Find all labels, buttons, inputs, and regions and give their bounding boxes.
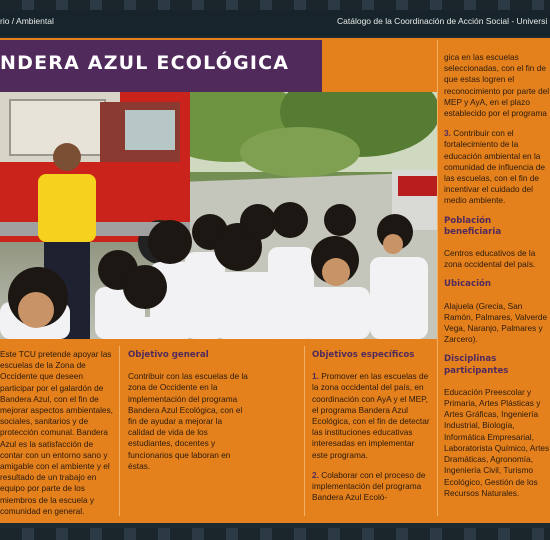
column-divider-1: [119, 346, 120, 516]
specific-objectives-column: [312, 350, 430, 512]
intro-text: Este TCU pretende apoyar las escuelas de la Zona de Occidente que deseen participar por el galardón de Bandera Azul, con el fin de mejorar aspectos ambientales, sociales, sanitarios y de protección comunal. Bandera Azul es la satisfacción de contar con un entorno sano y amigable con el ambiente y el resultado de un trabajo en equipo por parte de los miembros de la escuela y comunidad en general.: [0, 349, 113, 516]
ubicacion-text: Alajuela (Grecia, San Ramón, Palmares, Valverde Vega, Naranjo, Palmares y Zarcero).: [444, 300, 548, 345]
photo-illustration: [0, 92, 438, 339]
right-column: [444, 52, 550, 508]
section-label: rio / Ambiental: [0, 16, 54, 26]
poblacion-heading: Población beneficiaria: [444, 215, 502, 237]
title-banner: [0, 40, 322, 92]
column-divider-3: [437, 40, 438, 516]
specific-objective-1: 1. Promover en las escuelas de la zona occidental del país, en coordinación con AyA y el MEP, el programa Bandera Azul Ecológica, con el fin de detectar las instituciones educativas interesadas en implementar este programa.: [312, 371, 430, 460]
specific-objective-2: 2. Colaborar con el proceso de implementación del programa Bandera Azul Ecoló-: [312, 469, 426, 503]
general-objective-heading: Objetivo general: [128, 350, 209, 360]
general-objective-text: Contribuir con las escuelas de la zona de Occidente en la implementación del programa Bandera Azul Ecológica, con el fin de ayudar a mejorar la calidad de vida de los estudiantes, docentes y funcionarios que laboran en éstas.: [128, 371, 248, 471]
catalog-label: Catálogo de la Coordinación de Acción Social - Universi: [337, 16, 548, 26]
disciplinas-heading: Disciplinas participantes: [444, 354, 509, 376]
general-objective-column: [128, 350, 248, 481]
specific-objectives-heading: Objetivos específicos: [312, 350, 415, 360]
page-title: NDERA AZUL ECOLÓGICA: [0, 52, 290, 74]
column-divider-2: [304, 346, 305, 516]
bottom-border: [0, 528, 550, 540]
ubicacion-heading: Ubicación: [444, 279, 492, 290]
school-children-photo: [0, 92, 438, 339]
disciplinas-text: Educación Preescolar y Primaria, Artes Plásticas y Artes Gráficas, Ingeniería Industrial, Biología, Informática Empresarial, Laboratorista Químico, Artes Dramáticas, Agronomía, Ingeniería Civil, Turismo Ecológico, Gestión de los Recursos Naturales.: [444, 386, 550, 498]
poblacion-text: Centros educativos de la zona occidental del país.: [444, 248, 536, 270]
intro-column: [0, 349, 114, 526]
specific-objective-3: 3. Contribuir con el fortalecimiento de la educación ambiental en la comunidad de influencia de las escuelas, con el fin de incentivar el cuidado del medio ambiente.: [444, 128, 546, 206]
specific-objective-2-continued: gica en las escuelas seleccionadas, con el fin de que estas logren el reconocimiento por parte del MEP y AyA, en el plazo establecido por el programa: [444, 52, 550, 119]
header-bar: [0, 10, 550, 36]
